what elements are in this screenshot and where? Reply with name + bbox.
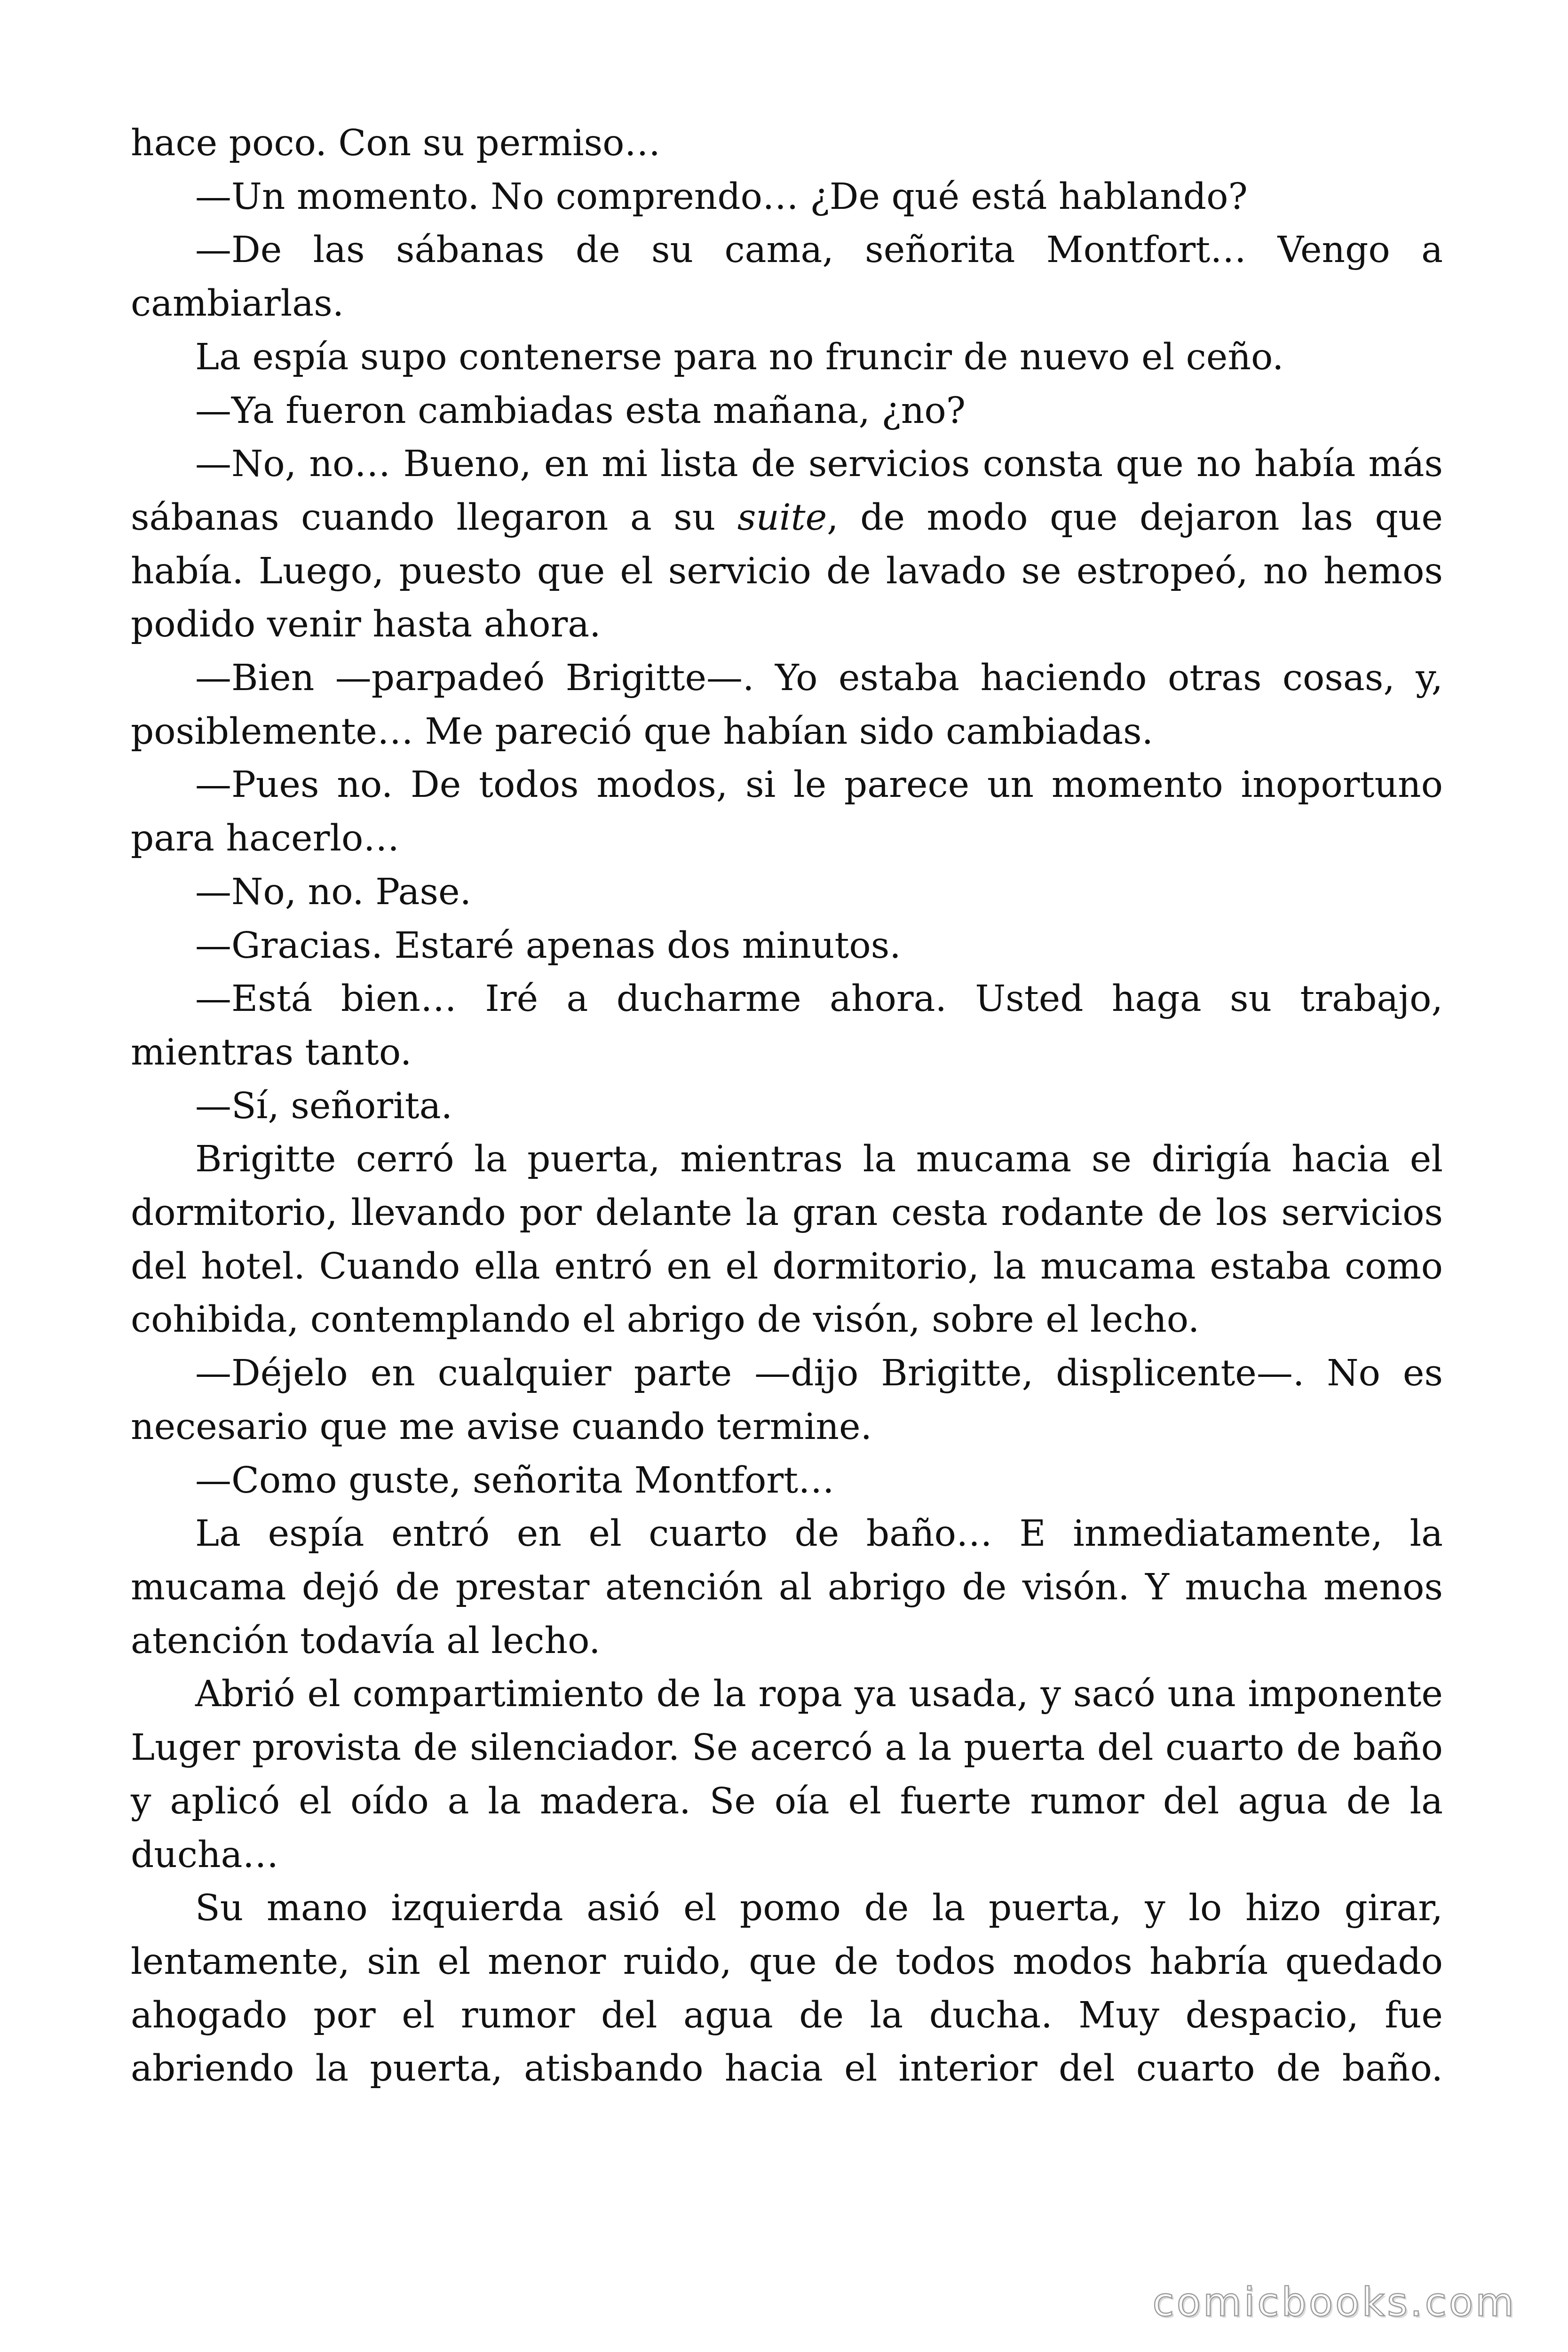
paragraph-7: —Bien —parpadeó Brigitte—. Yo estaba haciendo otras cosas, y, posiblemente… Me pareció que habían sido cambiadas. [131,657,1443,753]
paragraph-4: La espía supo contenerse para no fruncir de nuevo el ceño. [195,336,1284,378]
paragraph-9: —No, no. Pase. [195,871,472,913]
paragraph-3: —De las sábanas de su cama, señorita Montfort… Vengo a cambiarlas. [131,229,1443,325]
paragraph-14: —Déjelo en cualquier parte —dijo Brigitte, displicente—. No es necesario que me avise cuando termine. [131,1352,1443,1448]
paragraph-6-emphasis: suite [737,496,827,539]
paragraph-6-start: —No, no… Bueno, en mi lista de servicios consta que no había más sábanas cuando llegaron a su [131,443,1443,539]
paragraph-15: —Como guste, señorita Montfort… [195,1459,835,1502]
paragraph-11: —Está bien… Iré a ducharme ahora. Usted haga su trabajo, mientras tanto. [131,978,1443,1073]
paragraph-1: hace poco. Con su permiso… [131,122,661,164]
paragraph-10: —Gracias. Estaré apenas dos minutos. [195,924,901,967]
page-text [131,117,1443,2096]
paragraph-12: —Sí, señorita. [195,1085,453,1127]
watermark-logo: comicbooks.com [1152,2279,1516,2325]
paragraph-18: Su mano izquierda asió el pomo de la puerta, y lo hizo girar, lentamente, sin el menor ruido, que de todos modos habría quedado ahogado por el rumor del agua de la ducha. Muy despacio, fue abriendo la puerta, atisbando hacia el interior del cuarto de baño. [131,1887,1443,2090]
paragraph-16: La espía entró en el cuarto de baño… E inmediatamente, la mucama dejó de prestar atención al abrigo de visón. Y mucha menos atención todavía al lecho. [131,1513,1443,1662]
paragraph-6-end: , de modo que dejaron las que había. Luego, puesto que el servicio de lavado se estropeó, no hemos podido venir hasta ahora. [131,496,1443,646]
paragraph-13: Brigitte cerró la puerta, mientras la mucama se dirigía hacia el dormitorio, llevando por delante la gran cesta rodante de los servicios del hotel. Cuando ella entró en el dormitorio, la mucama estaba como cohibida, contemplando el abrigo de visón, sobre el lecho. [131,1138,1443,1341]
paragraph-6 [131,437,1443,652]
paragraph-8: —Pues no. De todos modos, si le parece un momento inoportuno para hacerlo… [131,764,1443,860]
paragraph-2: —Un momento. No comprendo… ¿De qué está hablando? [195,175,1248,218]
paragraph-5: —Ya fueron cambiadas esta mañana, ¿no? [195,389,966,432]
paragraph-17: Abrió el compartimiento de la ropa ya usada, y sacó una imponente Luger provista de silenciador. Se acercó a la puerta del cuarto de baño y aplicó el oído a la madera. Se oía el fuerte rumor del agua de la ducha… [131,1673,1443,1876]
